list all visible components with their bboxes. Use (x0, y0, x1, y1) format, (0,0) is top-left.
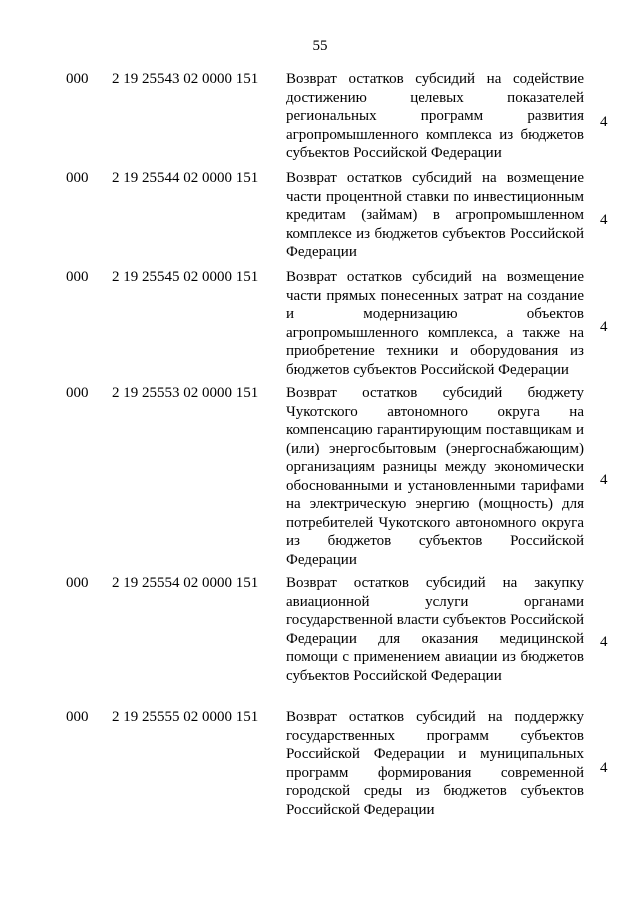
row-value: 4 (600, 114, 608, 130)
kbk-code: 2 19 25543 02 0000 151 (112, 71, 259, 87)
admin-code: 000 (66, 709, 89, 725)
admin-code: 000 (66, 385, 89, 401)
kbk-code: 2 19 25545 02 0000 151 (112, 269, 259, 285)
kbk-code: 2 19 25553 02 0000 151 (112, 385, 259, 401)
row-value: 4 (600, 319, 608, 335)
kbk-code: 2 19 25544 02 0000 151 (112, 170, 259, 186)
row-description: Возврат остатков субсидий бюджету Чукотского автономного округа на компенсацию гарантирующим поставщикам и (или) энергосбытовым (энергоснабжающим) организациям разницы между экономически обоснованными и установленными тарифами на электрическую энергию (мощность) для потребителей Чукотского автономного округа из бюджетов субъектов Российской Федерации (286, 385, 584, 568)
admin-code: 000 (66, 170, 89, 186)
row-description: Возврат остатков субсидий на возмещение части процентной ставки по инвестиционным кредитам (займам) в агропромышленном комплексе из бюджетов субъектов Российской Федерации (286, 170, 584, 260)
page-number: 55 (312, 38, 328, 54)
row-value: 4 (600, 760, 608, 776)
kbk-code: 2 19 25554 02 0000 151 (112, 575, 259, 591)
row-description: Возврат остатков субсидий на закупку авиационной услуги органами государственной власти субъектов Российской Федерации для оказания медицинской помощи с применением авиации из бюджетов субъектов Российской Федерации (286, 575, 584, 684)
row-description: Возврат остатков субсидий на содействие достижению целевых показателей региональных программ развития агропромышленного комплекса из бюджетов субъектов Российской Федерации (286, 71, 584, 161)
admin-code: 000 (66, 71, 89, 87)
row-value: 4 (600, 472, 608, 488)
row-description: Возврат остатков субсидий на поддержку государственных программ субъектов Российской Федерации и муниципальных программ формирования современной городской среды из бюджетов субъектов Российской Федерации (286, 709, 584, 818)
row-description: Возврат остатков субсидий на возмещение части прямых понесенных затрат на создание и модернизацию объектов агропромышленного комплекса, а также на приобретение техники и оборудования из бюджетов субъектов Российской Федерации (286, 269, 584, 378)
admin-code: 000 (66, 269, 89, 285)
kbk-code: 2 19 25555 02 0000 151 (112, 709, 259, 725)
admin-code: 000 (66, 575, 89, 591)
row-value: 4 (600, 212, 608, 228)
row-value: 4 (600, 634, 608, 650)
